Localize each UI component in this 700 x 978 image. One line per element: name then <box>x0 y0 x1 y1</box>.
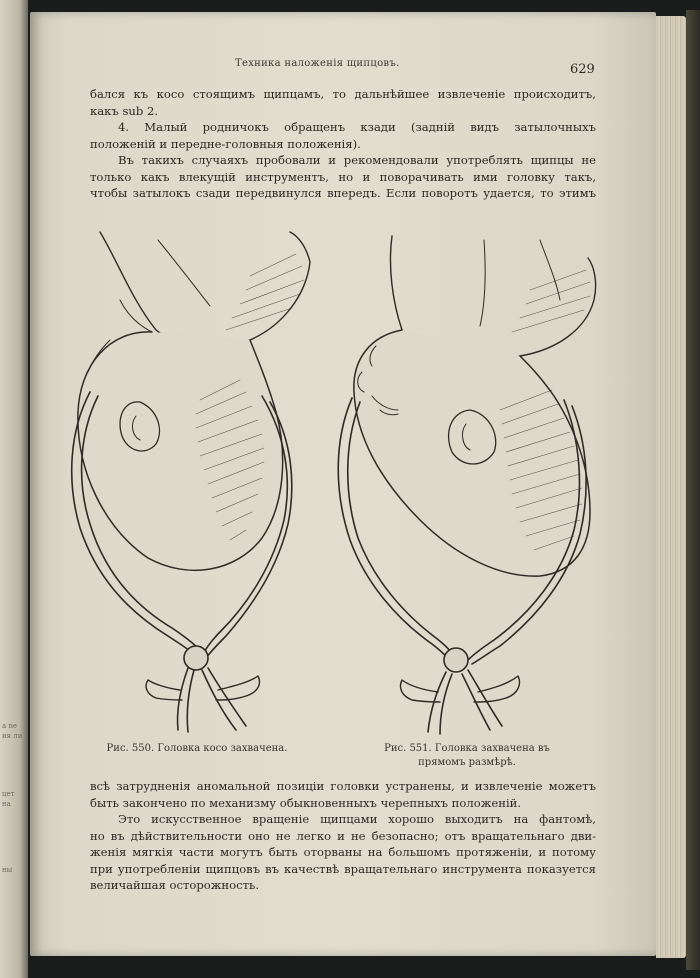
running-head: Техника наложенія щипцовъ. <box>235 58 400 69</box>
text-line: женія мягкія части могутъ быть оторваны на большомъ протяженіи, и потому <box>90 845 596 859</box>
text-line: Это искусственное вращеніе щипцами хорошо выходитъ на фантомѣ, <box>118 812 596 826</box>
text-line: какъ sub 2. <box>90 103 159 118</box>
figure-551-caption <box>362 742 572 770</box>
text-line: бался къ косо стоящимъ щипцамъ, то дальнѣйшее извлеченіе происходитъ, <box>90 87 596 101</box>
figure-551-illustration <box>338 236 595 734</box>
text-line: только какъ влекущій инструментъ, но и поворачивать ими головку такъ, <box>90 169 596 184</box>
text-line: но въ дѣйствительности оно не легко и не безопасно; отъ вращательнаго дви- <box>90 828 596 843</box>
text-line: величайшая осторожность. <box>90 878 260 892</box>
text-line: всѣ затрудненія аномальной позиціи головки устранены, и извлеченіе можетъ <box>90 779 596 793</box>
facing-page-edge: a ne ия ли цет на ны <box>0 0 28 978</box>
section-heading-cont: положеній и передне-головныя положенія). <box>90 136 361 151</box>
text-line: чтобы затылокъ сзади передвинулся впередъ. Если поворотъ удается, то этимъ <box>90 186 596 200</box>
figure-551-caption-line1: Рис. 551. Головка захвачена въ <box>384 743 550 754</box>
figure-550-illustration <box>72 232 310 732</box>
section-heading: 4. Малый родничокъ обращенъ кзади (задній видъ затылочныхъ <box>118 120 596 134</box>
page-number: 629 <box>570 62 595 77</box>
bottom-text-block <box>90 778 596 894</box>
text-line: Въ такихъ случаяхъ пробовали и рекомендовали употреблять щипцы не <box>118 153 596 167</box>
text-line: быть закончено по механизму обыкновенныхъ черепныхъ положеній. <box>90 795 522 810</box>
text-line: при употребленіи щипцовъ въ качествѣ вращательнаго инструмента показуется <box>90 861 596 876</box>
figure-551-caption-line2: прямомъ размѣрѣ. <box>418 757 516 768</box>
figure-550-caption: Рис. 550. Головка косо захвачена. <box>106 743 288 754</box>
